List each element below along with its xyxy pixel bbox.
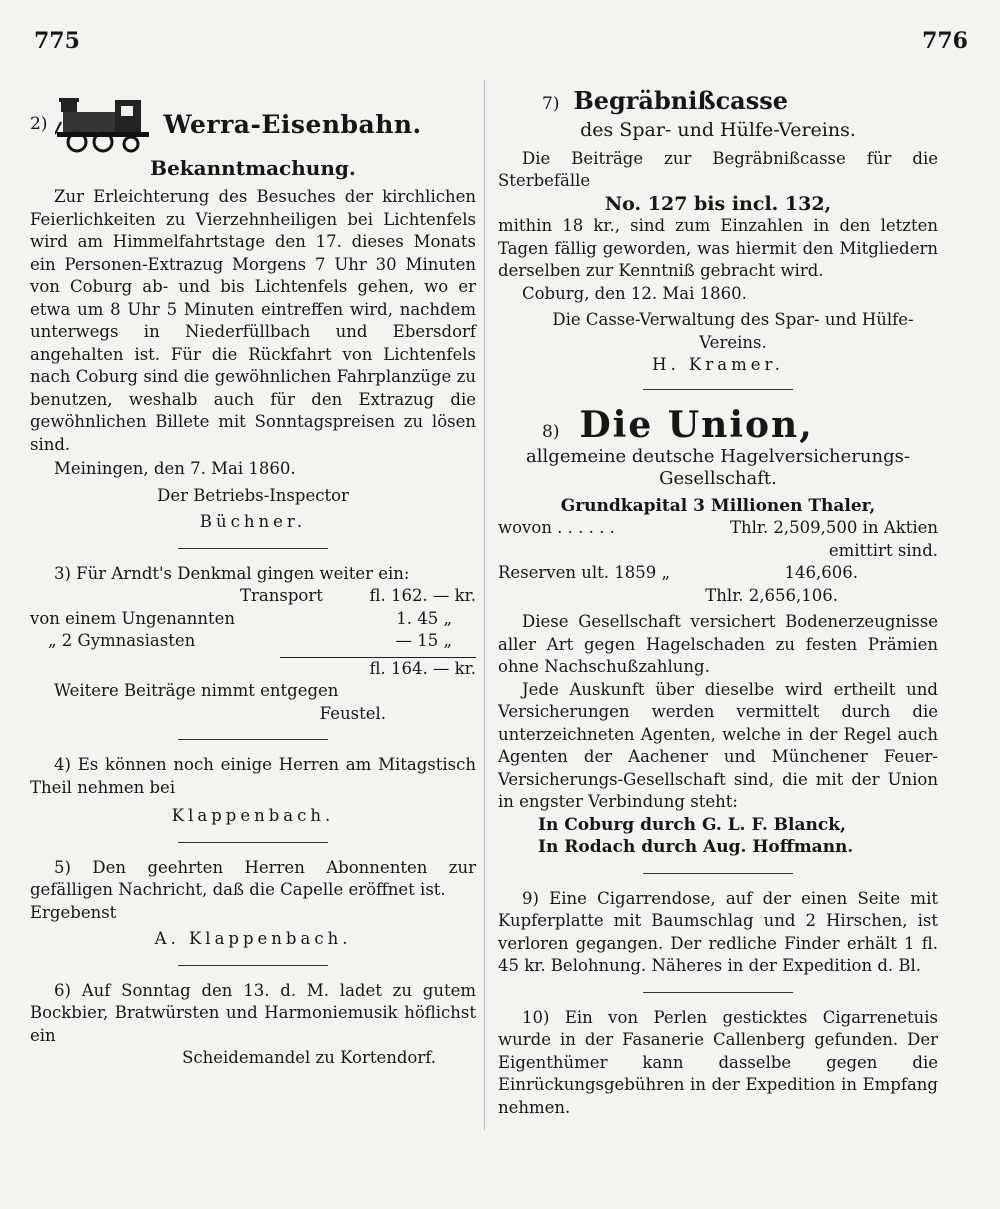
notice-heading — [30, 94, 476, 154]
right-column — [498, 74, 938, 1119]
notice-title: Werra-Eisenbahn. — [163, 109, 422, 139]
notice-subtitle: Gesellschaft. — [659, 468, 777, 489]
place-date: Coburg, den 12. Mai 1860. — [522, 283, 747, 303]
signer-name: Klappenbach. — [171, 806, 335, 825]
signer-name: H. Kramer. — [652, 355, 784, 374]
separator — [643, 873, 793, 874]
total-value: Thlr. 2,656,106. — [705, 585, 838, 605]
member-numbers: No. 127 bis incl. 132, — [604, 192, 832, 215]
notice-title: Die Union, — [579, 403, 814, 446]
notice-capelle — [30, 857, 476, 951]
reserve-value: 146,606. — [784, 563, 858, 582]
notice-cigarrendose — [498, 888, 938, 978]
notice-bockbier — [30, 980, 476, 1070]
reserve-row — [498, 562, 938, 585]
capital-label: wovon . . . . . . — [498, 518, 615, 537]
reserve-label: Reserven ult. 1859 „ — [498, 563, 671, 582]
left-column — [30, 74, 476, 1070]
more-text: Weitere Beiträge nimmt entgegen — [54, 681, 339, 700]
contribution-row — [30, 630, 476, 653]
greeting: Ergebenst — [30, 902, 117, 922]
contribution-label: „ 2 Gymnasiasten — [48, 631, 196, 650]
notice-number: 2) — [30, 114, 48, 134]
notice-heading — [498, 404, 938, 446]
signer-name: A. Klappenbach. — [154, 929, 352, 948]
notice-text: 10) Ein von Perlen gesticktes Cigarrenetuis wurde in der Fasanerie Callenberg gefunden. Der Eigenthümer kann dasselbe gegen die Einrückungsgebühren in der Expedition in Empfang nehmen. — [498, 1007, 938, 1117]
notice-subtitle: Bekanntmachung. — [150, 156, 356, 180]
notice-heading — [498, 86, 938, 115]
notice-subtitle: allgemeine deutsche Hagelversicherungs- — [526, 445, 910, 467]
signer-role: Die Casse-Verwaltung des Spar- und Hülfe-Vereins. — [552, 310, 914, 352]
contribution-value: — 15 „ — [395, 631, 452, 650]
signer-name: Scheidemandel zu Kortendorf. — [182, 1048, 436, 1067]
agent-line: In Coburg durch G. L. F. Blanck, — [538, 814, 846, 835]
separator — [643, 992, 793, 993]
notice-begraebniscasse — [498, 86, 938, 377]
place-date: Meiningen, den 7. Mai 1860. — [54, 459, 296, 478]
notice-arndt-denkmal — [30, 563, 476, 726]
signer-role: Der Betriebs-Inspector — [157, 485, 349, 505]
notice-cigarrenetui — [498, 1007, 938, 1120]
signer-name: Büchner. — [199, 512, 307, 531]
contribution-label: von einem Ungenannten — [30, 608, 236, 628]
notice-body: Diese Gesellschaft versichert Bodenerzeugnisse aller Art gegen Hagelschaden zu festen Prämien ohne Nachschußzahlung. — [498, 612, 938, 676]
separator — [643, 389, 793, 390]
separator — [178, 842, 328, 843]
capital-value: Thlr. 2,509,500 in Aktien — [729, 518, 938, 537]
notice-body: mithin 18 kr., sind zum Einzahlen in den letzten Tagen fällig geworden, was hiermit den Mitgliedern derselben zur Kenntniß gebracht wird. — [498, 216, 938, 280]
transport-row — [30, 585, 476, 608]
notice-number: 7) — [542, 94, 560, 114]
capital-row — [498, 517, 938, 540]
notice-text: 6) Auf Sonntag den 13. d. M. ladet zu gutem Bockbier, Bratwürsten und Harmoniemusik höflichst ein — [30, 980, 476, 1045]
capital-note: emittirt sind. — [828, 540, 938, 560]
notice-werra-eisenbahn — [30, 94, 476, 534]
notice-subtitle: des Spar- und Hülfe-Vereins. — [580, 119, 856, 141]
column-divider — [484, 80, 485, 1130]
locomotive-icon — [55, 94, 155, 154]
total-value: fl. 164. — kr. — [369, 658, 476, 678]
notice-text: 3) Für Arndt's Denkmal gingen weiter ein: — [54, 563, 410, 583]
notice-number: 8) — [542, 421, 560, 442]
notice-intro: Die Beiträge zur Begräbnißcasse für die Sterbefälle — [498, 148, 938, 190]
separator — [178, 739, 328, 740]
page-number-right: 776 — [922, 28, 968, 54]
capital-line: Grundkapital 3 Millionen Thaler, — [560, 495, 876, 516]
notice-mittagstisch — [30, 754, 476, 828]
contribution-row — [30, 608, 476, 631]
transport-value: fl. 162. — kr. — [369, 586, 476, 605]
transport-label: Transport — [240, 586, 323, 605]
notice-body: Zur Erleichterung des Besuches der kirchlichen Feierlichkeiten zu Vierzehnheiligen bei Lichtenfels wird am Himmelfahrtstage den 17. dieses Monats ein Personen-Extrazug Morgens 7 Uhr 30 Minuten von Coburg ab- und bis Lichtenfels gehen, wo er etwa um 8 Uhr 5 Minuten eintreffen wird, nachdem unterwegs in Niederfüllbach und Ebersdorf angehalten ist. Für die Rückfahrt von Lichtenfels nach Coburg sind die gewöhnlichen Fahrplanzüge zu benutzen, weshalb auch für den Extrazug die gewöhnlichen Billete mit Sonntagspreisen zu lösen sind. — [30, 187, 476, 454]
page-number-left: 775 — [34, 28, 80, 54]
separator — [178, 548, 328, 549]
notice-text: 9) Eine Cigarrendose, auf der einen Seite mit Kupferplatte mit Baumschlag und 2 Hirschen, ist verloren gegangen. Der redliche Finder erhält 1 fl. 45 kr. Belohnung. Näheres in der Expedition d. Bl. — [498, 888, 938, 975]
notice-title: Begräbnißcasse — [573, 86, 789, 115]
notice-text: 4) Es können noch einige Herren am Mitagstisch Theil nehmen bei — [30, 755, 476, 797]
separator — [178, 965, 328, 966]
notice-body: Jede Auskunft über dieselbe wird ertheilt und Versicherungen werden vermittelt durch die unterzeichneten Agenten, welche in der Regel auch Agenten der Aachener und Münchener Feuer-Versicherungs-Gesellschaft sind, die mit der Union in engster Verbindung steht: — [498, 679, 938, 811]
contribution-value: 1. 45 „ — [396, 608, 452, 628]
notice-union — [498, 404, 938, 859]
signer-name: Feustel. — [319, 703, 386, 723]
agent-line: In Rodach durch Aug. Hoffmann. — [538, 837, 854, 857]
notice-text: 5) Den geehrten Herren Abonnenten zur gefälligen Nachricht, daß die Capelle eröffnet ist. — [30, 857, 476, 899]
